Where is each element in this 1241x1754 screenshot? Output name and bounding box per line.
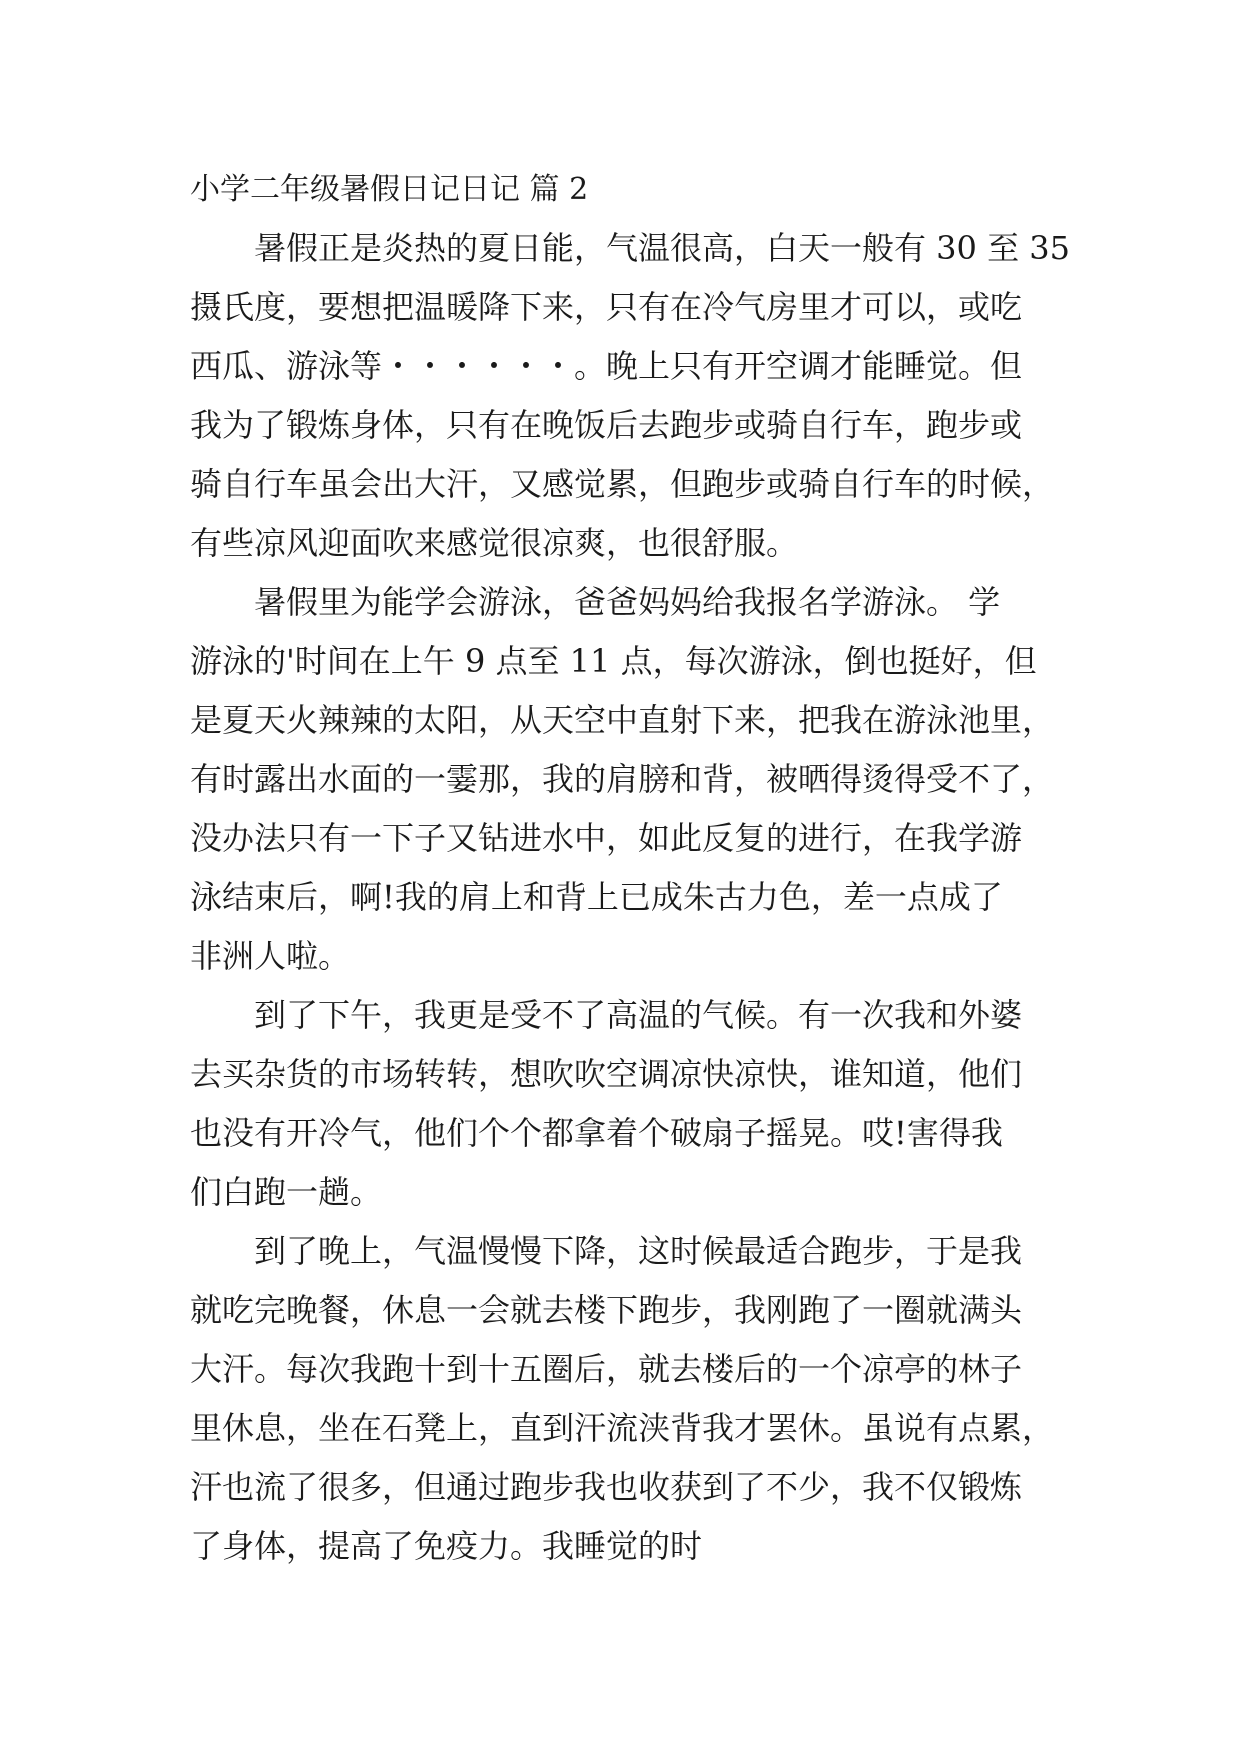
paragraph-line: 们白跑一趟。 (190, 1173, 383, 1211)
paragraph-line: 暑假正是炎热的夏日能，气温很高，白天一般有 30 至 35 (254, 229, 1070, 267)
paragraph-1 (190, 219, 1070, 573)
paragraph-line: 摄氏度，要想把温暖降下来，只有在冷气房里才可以，或吃 (190, 288, 1023, 326)
paragraph-line: 了身体，提高了免疫力。我睡觉的时 (190, 1527, 703, 1565)
paragraph-line: 泳结束后，啊!我的肩上和背上已成朱古力色，差一点成了 (190, 878, 1003, 916)
paragraph-line: 有些凉风迎面吹来感觉很凉爽，也很舒服。 (190, 524, 799, 562)
document-page (190, 160, 1070, 1576)
paragraph-2 (190, 573, 1055, 986)
paragraph-line: 游泳的'时间在上午 9 点至 11 点，每次游泳，倒也挺好，但 (190, 642, 1037, 680)
paragraph-4 (190, 1222, 1055, 1576)
paragraph-line: 大汗。每次我跑十到十五圈后，就去楼后的一个凉亭的林子 (190, 1350, 1023, 1388)
paragraph-line: 西瓜、游泳等・・・・・・。晚上只有开空调才能睡觉。但 (190, 347, 1023, 385)
paragraph-line: 就吃完晚餐，休息一会就去楼下跑步，我刚跑了一圈就满头 (190, 1291, 1023, 1329)
paragraph-line: 到了晚上，气温慢慢下降，这时候最适合跑步，于是我 (254, 1232, 1023, 1270)
paragraph-line: 骑自行车虽会出大汗，又感觉累，但跑步或骑自行车的时候， (190, 465, 1055, 503)
paragraph-line: 也没有开冷气，他们个个都拿着个破扇子摇晃。哎!害得我 (190, 1114, 1003, 1152)
document-title: 小学二年级暑假日记日记 篇 2 (190, 172, 589, 207)
paragraph-line: 是夏天火辣辣的太阳，从天空中直射下来，把我在游泳池里， (190, 701, 1055, 739)
paragraph-3 (190, 986, 1055, 1222)
paragraph-line: 去买杂货的市场转转，想吹吹空调凉快凉快，谁知道，他们 (190, 1055, 1023, 1093)
paragraph-line: 到了下午，我更是受不了高温的气候。有一次我和外婆 (254, 996, 1023, 1034)
paragraph-line: 有时露出水面的一霎那，我的肩膀和背，被晒得烫得受不了， (190, 760, 1055, 798)
paragraph-line: 非洲人啦。 (190, 937, 351, 975)
paragraph-line: 汗也流了很多，但通过跑步我也收获到了不少，我不仅锻炼 (190, 1468, 1023, 1506)
paragraph-line: 里休息，坐在石凳上，直到汗流浃背我才罢休。虽说有点累， (190, 1409, 1055, 1447)
paragraph-line: 没办法只有一下子又钻进水中，如此反复的进行，在我学游 (190, 819, 1023, 857)
paragraph-line: 暑假里为能学会游泳，爸爸妈妈给我报名学游泳。 学 (254, 583, 1001, 621)
paragraph-line: 我为了锻炼身体，只有在晚饭后去跑步或骑自行车，跑步或 (190, 406, 1023, 444)
